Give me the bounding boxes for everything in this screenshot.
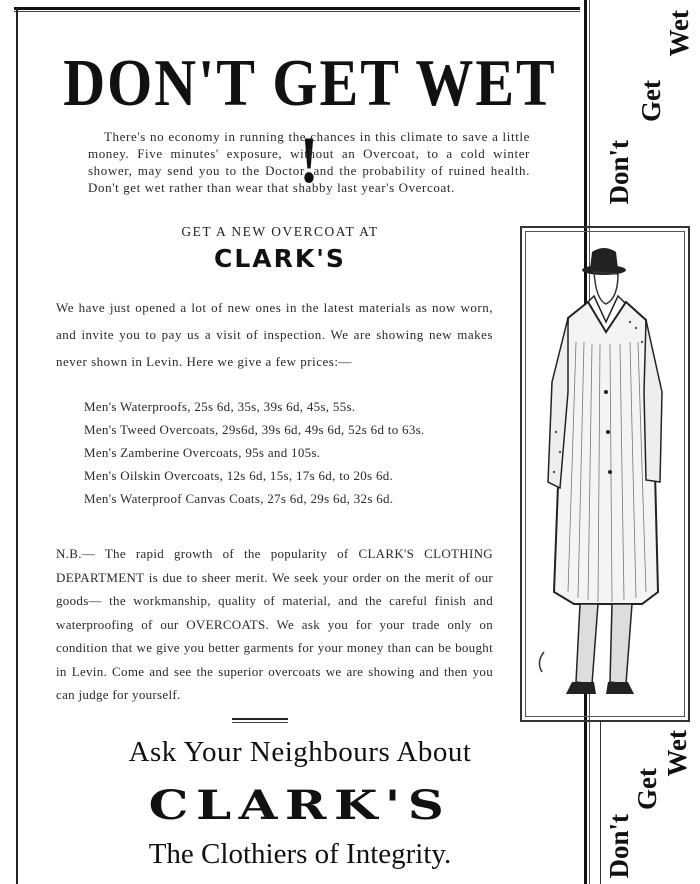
side-text-dont-top: Don't	[604, 140, 634, 205]
price-item: Men's Tweed Overcoats, 29s6d, 39s 6d, 49s 6d, 52s 6d to 63s.	[84, 422, 425, 437]
side-text-get-bottom: Get	[632, 768, 662, 810]
section-divider-thin	[232, 722, 288, 723]
clarks-brand-small: CLARK'S	[214, 244, 346, 273]
side-text-wet-bottom: Wet	[662, 730, 692, 777]
headline: DON'T GET WET !	[63, 45, 557, 197]
ask-neighbours-line: Ask Your Neighbours About	[128, 736, 472, 768]
side-text-dont-bottom: Don't	[604, 814, 634, 879]
price-item: Men's Zamberine Overcoats, 95s and 105s.	[84, 445, 321, 460]
get-new-overcoat-line: GET A NEW OVERCOAT AT	[181, 224, 379, 239]
top-border-rule-thin	[14, 11, 580, 12]
price-list	[84, 395, 504, 510]
side-divider	[600, 722, 601, 884]
price-item: Men's Waterproofs, 25s 6d, 35s, 39s 6d, 45s, 55s.	[84, 399, 356, 414]
left-border-rule	[16, 7, 18, 884]
side-text-get-top: Get	[636, 80, 666, 122]
man-in-overcoat-illustration	[526, 232, 684, 716]
nb-paragraph: N.B.— The rapid growth of the popularity of CLARK'S CLOTHING DEPARTMENT is due to sheer merit. We seek your order on the merit of our goods— the workmanship, quality of material, and the careful finish and waterproofing of our OVERCOATS. We ask you for your trade only on condition that we give you better garments for your money than can be bought in Levin. Come and see the superior overcoats we are showing and then you can judge for yourself.	[56, 546, 493, 702]
section-divider	[232, 718, 288, 720]
intro-paragraph: There's no economy in running the chances in this climate to save a little money. Five minutes' exposure, without an Overcoat, to a cold winter shower, may send you to the Doctor, and the probability of ruined health. Don't get wet rather than wear that shabby last year's Overcoat.	[88, 129, 530, 195]
top-border-rule	[14, 7, 580, 10]
price-item: Men's Waterproof Canvas Coats, 27s 6d, 29s 6d, 32s 6d.	[84, 491, 394, 506]
new-stock-paragraph: We have just opened a lot of new ones in the latest materials as now worn, and invite you to pay us a visit of inspection. We are showing new makes never shown in Levin. Here we give a few prices:—	[56, 300, 493, 369]
clarks-brand-large: CLARK'S	[148, 782, 452, 829]
price-item: Men's Oilskin Overcoats, 12s 6d, 15s, 17s 6d, to 20s 6d.	[84, 468, 394, 483]
side-text-wet-top: Wet	[664, 10, 694, 57]
tagline: The Clothiers of Integrity.	[148, 838, 452, 870]
